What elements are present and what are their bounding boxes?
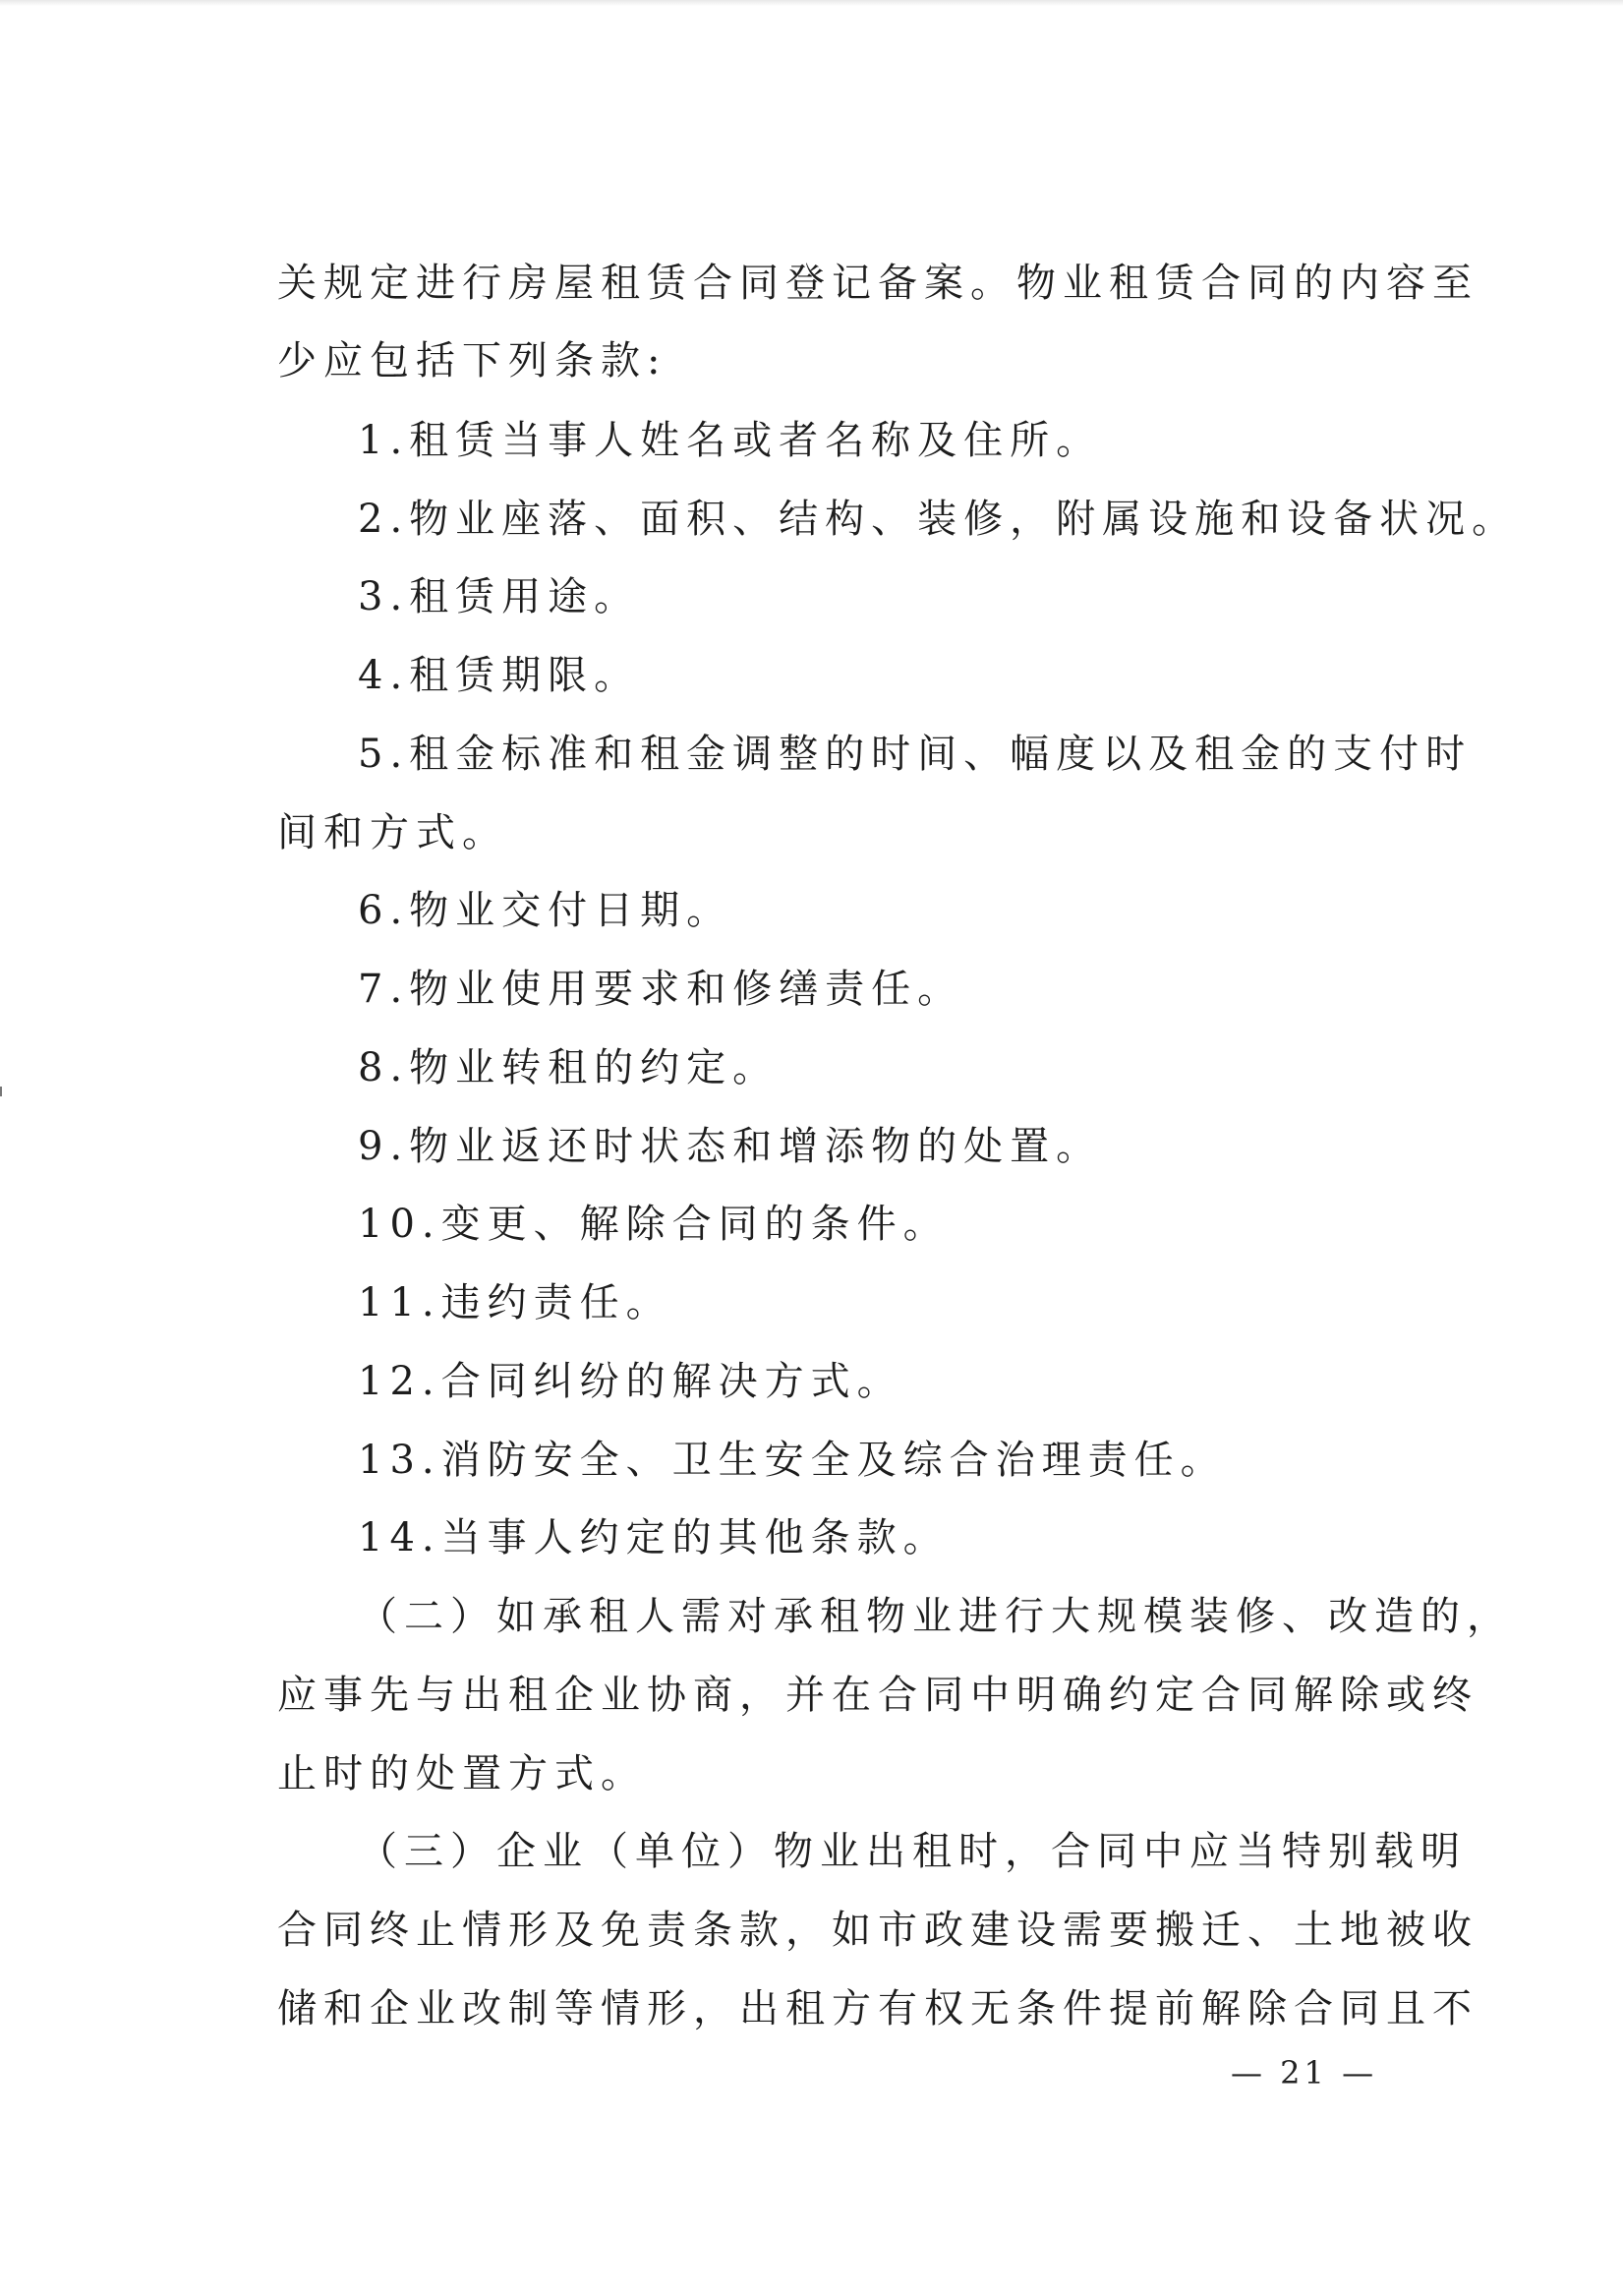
scan-mark (0, 1087, 2, 1096)
section-3-line-2: 合同终止情形及免责条款，如市政建设需要搬迁、土地被收 (277, 1908, 1478, 1953)
section-2-line-3: 止时的处置方式。 (277, 1751, 647, 1796)
clause-2: 2.物业座落、面积、结构、装修，附属设施和设备状况。 (358, 497, 1519, 542)
clause-12: 12.合同纠纷的解决方式。 (358, 1359, 903, 1404)
clause-14: 14.当事人约定的其他条款。 (358, 1515, 950, 1560)
clause-11: 11.违约责任。 (358, 1280, 672, 1325)
clause-10: 10.变更、解除合同的条件。 (358, 1202, 950, 1247)
clause-13: 13.消防安全、卫生安全及综合治理责任。 (358, 1438, 1227, 1483)
clause-7: 7.物业使用要求和修缮责任。 (358, 967, 964, 1012)
section-3-line-1: （三）企业（单位）物业出租时，合同中应当特别载明 (358, 1829, 1467, 1874)
section-2-line-1: （二）如承租人需对承租物业进行大规模装修、改造的， (358, 1594, 1513, 1639)
clause-1: 1.租赁当事人姓名或者名称及住所。 (358, 418, 1103, 463)
clause-3: 3.租赁用途。 (358, 574, 641, 619)
section-3-line-3: 储和企业改制等情形，出租方有权无条件提前解除合同且不 (277, 1986, 1478, 2031)
text-line-2: 少应包括下列条款: (277, 338, 667, 383)
scan-edge (0, 0, 1623, 6)
clause-5-continued: 间和方式。 (277, 810, 508, 855)
clause-8: 8.物业转租的约定。 (358, 1045, 780, 1090)
clause-9: 9.物业返还时状态和增添物的处置。 (358, 1124, 1103, 1169)
page-number: — 21 — (1231, 2054, 1378, 2091)
section-2-line-2: 应事先与出租企业协商，并在合同中明确约定合同解除或终 (277, 1673, 1478, 1718)
clause-6: 6.物业交付日期。 (358, 888, 733, 933)
text-line-1: 关规定进行房屋租赁合同登记备案。物业租赁合同的内容至 (277, 261, 1478, 306)
clause-4: 4.租赁期限。 (358, 653, 641, 698)
clause-5: 5.租金标准和租金调整的时间、幅度以及租金的支付时 (358, 732, 1473, 777)
